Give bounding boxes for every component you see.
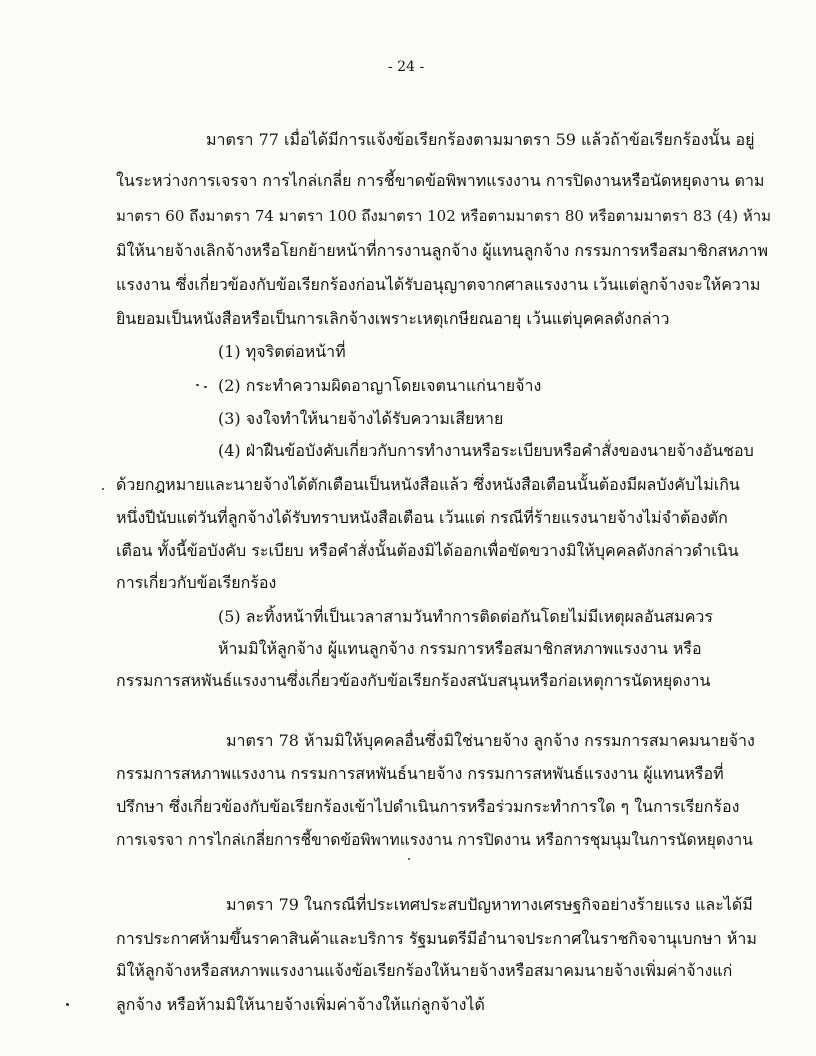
section-77-line-13: เตือน ทั้งนี้ข้อบังคับ ระเบียบ หรือคำสั่งนั้นต้องมิได้ออกเพื่อขัดขวางมิให้บุคคลดังกล่าวดำเนิน [116,541,739,560]
section-77-line-3: มาตรา 60 ถึงมาตรา 74 มาตรา 100 ถึงมาตรา 102 หรือตามมาตรา 80 หรือตามมาตรา 83 (4) ห้าม [116,207,772,225]
section-77-line-6: ยินยอมเป็นหนังสือหรือเป็นการเลิกจ้างเพราะเหตุเกษียณอายุ เว้นแต่บุคคลดังกล่าว [116,309,670,328]
section-79-line-1: มาตรา 79 ในกรณีที่ประเทศประสบปัญหาทางเศรษฐกิจอย่างร้ายแรง และได้มี [226,895,753,914]
scan-speck [196,384,199,386]
section-77-line-5: แรงงาน ซึ่งเกี่ยวข้องกับข้อเรียกร้องก่อนได้รับอนุญาตจากศาลแรงงาน เว้นแต่ลูกจ้างจะให้ความ [116,275,761,294]
section-77-paragraph-2-line-2: กรรมการสหพันธ์แรงงานซึ่งเกี่ยวข้องกับข้อเรียกร้องสนับสนุนหรือก่อเหตุการนัดหยุดงาน [116,671,711,690]
section-77-item-2: (2) กระทำความผิดอาญาโดยเจตนาแก่นายจ้าง [218,376,542,395]
section-78-line-1: มาตรา 78 ห้ามมิให้บุคคลอื่นซึ่งมิใช่นายจ้าง ลูกจ้าง กรรมการสมาคมนายจ้าง [226,731,755,750]
section-78-line-3: ปรึกษา ซึ่งเกี่ยวข้องกับข้อเรียกร้องเข้าไปดำเนินการหรือร่วมกระทำการใด ๆ ในการเรียกร้อง [116,797,740,816]
scan-speck [102,488,104,490]
section-77-line-4: มิให้นายจ้างเลิกจ้างหรือโยกย้ายหน้าที่การงานลูกจ้าง ผู้แทนลูกจ้าง กรรมการหรือสมาชิกสหภาพ [116,241,769,260]
section-77-item-3: (3) จงใจทำให้นายจ้างได้รับความเสียหาย [218,409,504,428]
section-77-line-12: หนึ่งปีนับแต่วันที่ลูกจ้างได้รับทราบหนังสือเตือน เว้นแต่ กรณีที่ร้ายแรงนายจ้างไม่จำต้องตัก [116,508,728,527]
section-77-item-4: (4) ฝ่าฝืนข้อบังคับเกี่ยวกับการทำงานหรือระเบียบหรือคำสั่งของนายจ้างอันชอบ [218,441,754,460]
section-77-line-2: ในระหว่างการเจรจา การไกล่เกลี่ย การชี้ขาดข้อพิพาทแรงงาน การปิดงานหรือนัดหยุดงาน ตาม [116,171,765,190]
section-78-line-2: กรรมการสหภาพแรงงาน กรรมการสหพันธ์นายจ้าง กรรมการสหพันธ์แรงงาน ผู้แทนหรือที่ [116,764,724,783]
section-79-line-4: ลูกจ้าง หรือห้ามมิให้นายจ้างเพิ่มค่าจ้างให้แก่ลูกจ้างได้ [116,995,485,1014]
section-77-item-1: (1) ทุจริตต่อหน้าที่ [218,342,346,361]
section-77-line-1: มาตรา 77 เมื่อได้มีการแจ้งข้อเรียกร้องตามมาตรา 59 แล้วถ้าข้อเรียกร้องนั้น อยู่ [206,130,755,149]
section-77-line-11: ด้วยกฎหมายและนายจ้างได้ตักเตือนเป็นหนังสือแล้ว ซึ่งหนังสือเตือนนั้นต้องมีผลบังคับไม่เกิน [116,475,740,494]
page-number: - 24 - [388,59,425,75]
section-79-line-2: การประกาศห้ามขึ้นราคาสินค้าและบริการ รัฐมนตรีมีอำนาจประกาศในราชกิจจานุเบกษา ห้าม [116,929,757,948]
section-77-paragraph-2-line-1: ห้ามมิให้ลูกจ้าง ผู้แทนลูกจ้าง กรรมการหรือสมาชิกสหภาพแรงงาน หรือ [218,639,702,658]
section-79-line-3: มิให้ลูกจ้างหรือสหภาพแรงงานแจ้งข้อเรียกร้องให้นายจ้างหรือสมาคมนายจ้างเพิ่มค่าจ้างแก่ [116,961,733,980]
scan-speck [204,386,207,388]
section-77-line-14: การเกี่ยวกับข้อเรียกร้อง [116,573,277,592]
section-78-line-4: การเจรจา การไกล่เกลี่ยการชี้ขาดข้อพิพาทแรงงาน การปิดงาน หรือการชุมนุมในการนัดหยุดงาน [116,831,753,849]
scan-speck [66,1003,69,1006]
section-77-item-5: (5) ละทิ้งหน้าที่เป็นเวลาสามวันทำการติดต่อกันโดยไม่มีเหตุผลอันสมควร [218,607,713,626]
scan-speck [408,858,410,860]
